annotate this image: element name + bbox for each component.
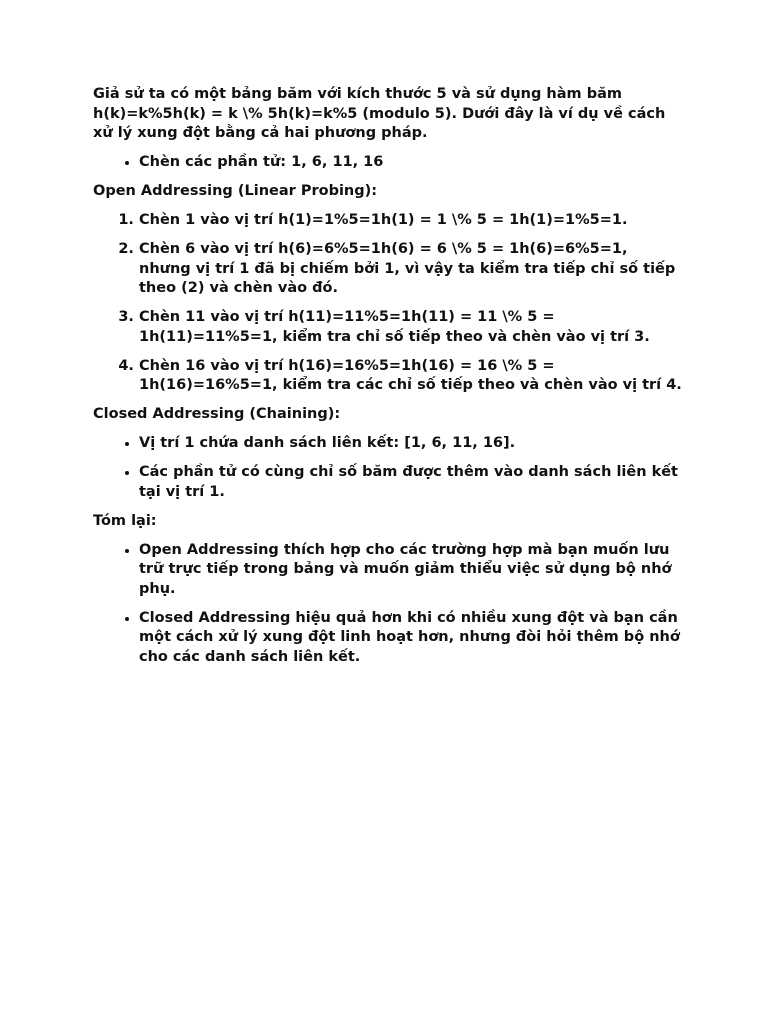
document-page (93, 85, 683, 677)
intro-paragraph: Giả sử ta có một bảng băm với kích thước 5 và sử dụng hàm băm h(k)=k%5h(k) = k \% 5h(k)=k%5 (modulo 5). Dưới đây là ví dụ về cách xử lý xung đột bằng cả hai phương pháp. (93, 86, 666, 141)
list-item: • Các phần tử có cùng chỉ số băm được thêm vào danh sách liên kết tại vị trí 1. (139, 463, 683, 502)
list-item: 3. Chèn 11 vào vị trí h(11)=11%5=1h(11) = 11 \% 5 = 1h(11)=11%5=1, kiểm tra chỉ số tiếp theo và chèn vào vị trí 3. (139, 308, 683, 347)
summary-heading: Tóm lại: (93, 512, 157, 529)
open-addressing-steps (93, 211, 683, 396)
list-item: • Vị trí 1 chứa danh sách liên kết: [1, 6, 11, 16]. (139, 434, 683, 454)
list-item: 1. Chèn 1 vào vị trí h(1)=1%5=1h(1) = 1 \% 5 = 1h(1)=1%5=1. (139, 211, 683, 231)
list-item: 4. Chèn 16 vào vị trí h(16)=16%5=1h(16) = 16 \% 5 = 1h(16)=16%5=1, kiểm tra các chỉ số tiếp theo và chèn vào vị trí 4. (139, 357, 683, 396)
open-addressing-heading: Open Addressing (Linear Probing): (93, 183, 378, 199)
list-item: • Closed Addressing hiệu quả hơn khi có nhiều xung đột và bạn cần một cách xử lý xung đột linh hoạt hơn, nhưng đòi hỏi thêm bộ nhớ cho các danh sách liên kết. (139, 609, 683, 668)
list-item: • Chèn các phần tử: 1, 6, 11, 16 (139, 153, 683, 173)
closed-addressing-list (93, 434, 683, 502)
summary-list (93, 541, 683, 668)
closed-addressing-heading: Closed Addressing (Chaining): (93, 406, 341, 422)
list-item: • Open Addressing thích hợp cho các trường hợp mà bạn muốn lưu trữ trực tiếp trong bảng và muốn giảm thiểu việc sử dụng bộ nhớ phụ. (139, 541, 683, 600)
list-item: 2. Chèn 6 vào vị trí h(6)=6%5=1h(6) = 6 \% 5 = 1h(6)=6%5=1, nhưng vị trí 1 đã bị chiếm bởi 1, vì vậy ta kiểm tra tiếp chỉ số tiếp theo (2) và chèn vào đó. (139, 240, 683, 299)
insert-list (93, 153, 683, 173)
